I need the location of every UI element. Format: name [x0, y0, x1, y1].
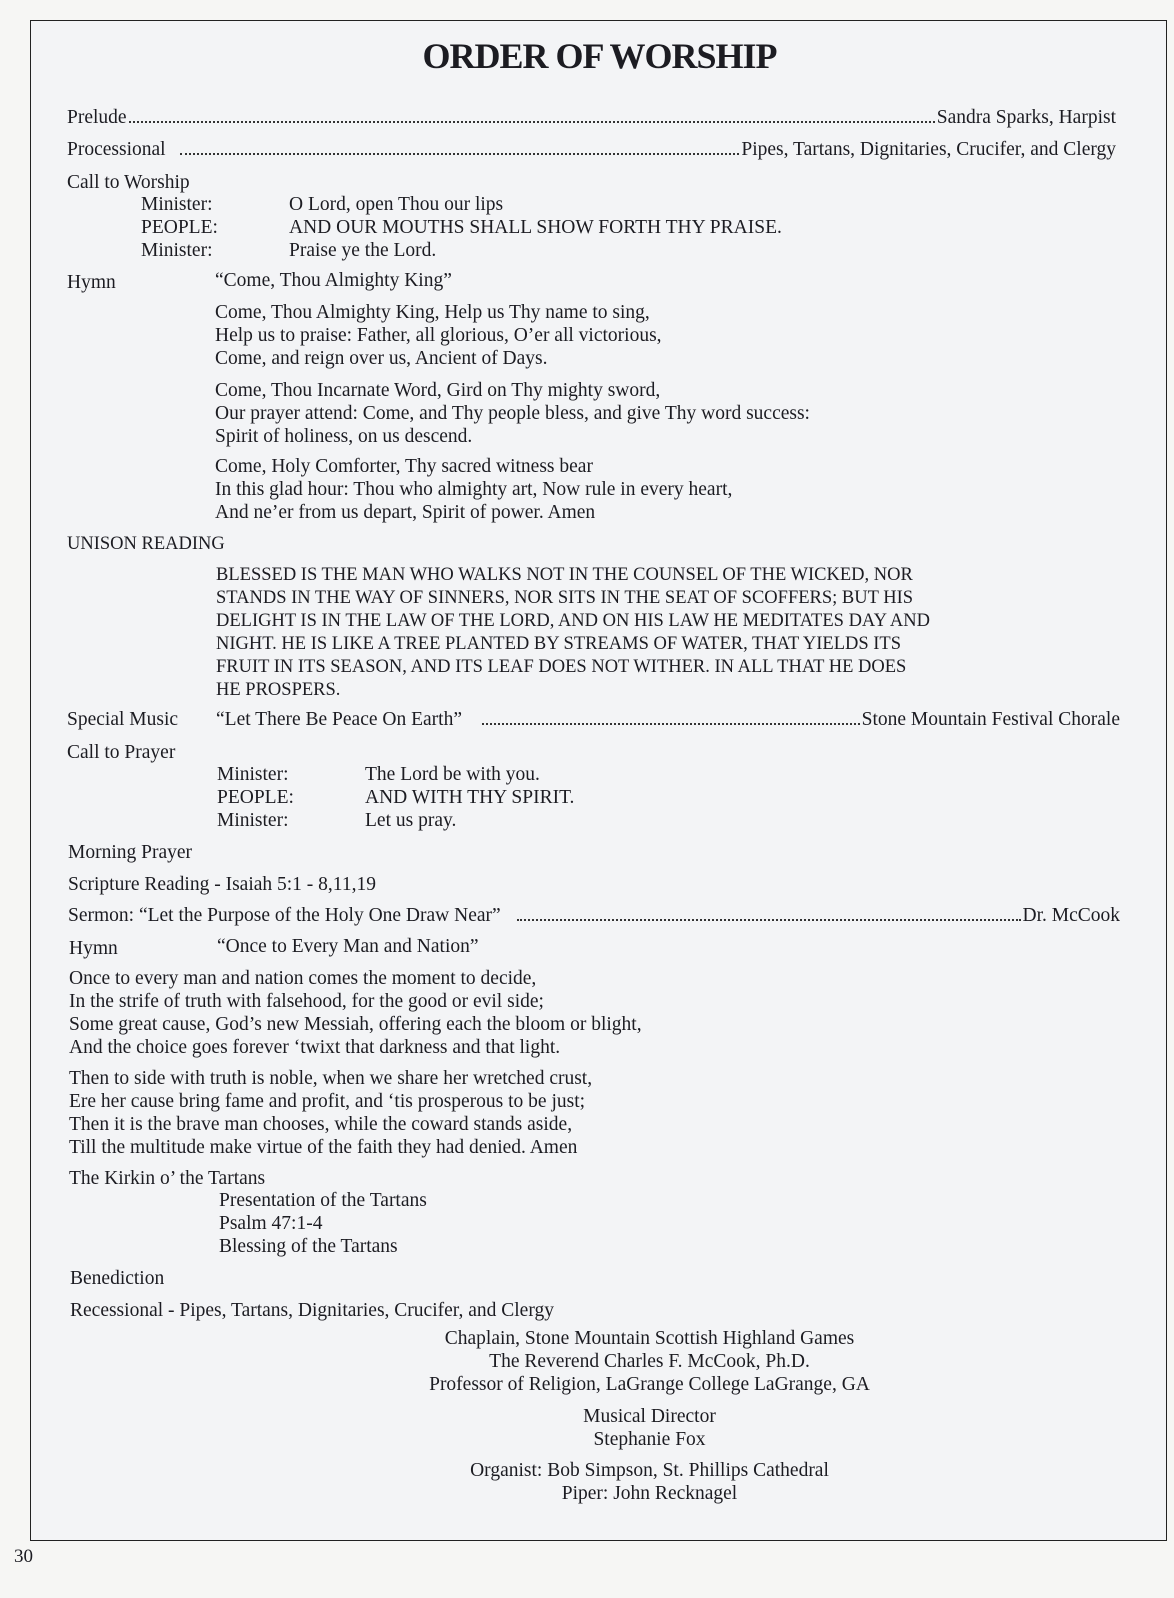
- credit-line: Stephanie Fox: [593, 1429, 706, 1450]
- verse-line: And the choice goes forever ‘twixt that darkness and that light.: [69, 1037, 561, 1058]
- kirkin-label: The Kirkin o’ the Tartans: [69, 1168, 266, 1189]
- verse-line: Then it is the brave man chooses, while the coward stands aside,: [69, 1114, 573, 1135]
- role: Minister:: [217, 810, 289, 831]
- reading-line: HE PROSPERS.: [216, 680, 341, 700]
- call-to-worship-lines: [289, 193, 782, 262]
- role: PEOPLE:: [217, 787, 294, 808]
- unison-reading-text: [216, 564, 930, 702]
- unison-reading-label: UNISON READING: [67, 534, 225, 554]
- response-line: Praise ye the Lord.: [289, 240, 437, 261]
- call-to-prayer-roles: [217, 763, 294, 832]
- sermon-preacher: Dr. McCook: [1022, 905, 1120, 926]
- leader-dots: [482, 722, 860, 725]
- verse-line: Our prayer attend: Come, and Thy people bless, and give Thy word success:: [215, 403, 810, 424]
- call-to-prayer-label: Call to Prayer: [67, 742, 176, 763]
- credit-line: Musical Director: [583, 1406, 716, 1427]
- special-music-label: Special Music: [67, 709, 179, 730]
- processional-participants: Pipes, Tartans, Dignitaries, Crucifer, and Clergy: [741, 139, 1116, 160]
- verse-line: Help us to praise: Father, all glorious, O’er all victorious,: [215, 325, 662, 346]
- call-to-worship-roles: [141, 193, 218, 262]
- morning-prayer: Morning Prayer: [68, 842, 193, 863]
- prelude-row: [67, 106, 1116, 129]
- leader-dots: [129, 120, 935, 123]
- hymn-verse: [69, 967, 642, 1059]
- response-line: The Lord be with you.: [365, 764, 540, 785]
- verse-line: And ne’er from us depart, Spirit of power. Amen: [215, 502, 596, 523]
- verse-line: Come, and reign over us, Ancient of Days.: [215, 348, 548, 369]
- kirkin-item: Blessing of the Tartans: [219, 1236, 398, 1257]
- page-title: ORDER OF WORSHIP: [422, 36, 777, 76]
- hymn-verse: [215, 379, 810, 448]
- verse-line: Spirit of holiness, on us descend.: [215, 426, 473, 447]
- hymn-label: Hymn: [67, 272, 116, 293]
- verse-line: Ere her cause bring fame and profit, and ‘tis prosperous to be just;: [69, 1091, 586, 1112]
- verse-line: Then to side with truth is noble, when we share her wretched crust,: [69, 1068, 593, 1089]
- special-music-title: “Let There Be Peace On Earth”: [216, 709, 462, 730]
- leader-dots: [180, 152, 740, 155]
- hymn-verse: [215, 455, 732, 524]
- credit-line: Professor of Religion, LaGrange College LaGrange, GA: [429, 1374, 870, 1395]
- verse-line: Come, Holy Comforter, Thy sacred witness bear: [215, 456, 593, 477]
- reading-line: DELIGHT IS IN THE LAW OF THE LORD, AND ON HIS LAW HE MEDITATES DAY AND: [216, 611, 930, 631]
- role: Minister:: [141, 240, 213, 261]
- page-number: 30: [14, 1546, 33, 1567]
- response-line: Let us pray.: [365, 810, 457, 831]
- reading-line: NIGHT. HE IS LIKE A TREE PLANTED BY STREAMS OF WATER, THAT YIELDS ITS: [216, 634, 902, 654]
- prelude-label: Prelude: [67, 107, 127, 128]
- hymn-title: “Once to Every Man and Nation”: [217, 936, 479, 957]
- leader-dots: [517, 918, 1021, 921]
- reading-line: BLESSED IS THE MAN WHO WALKS NOT IN THE COUNSEL OF THE WICKED, NOR: [216, 565, 913, 585]
- verse-line: In this glad hour: Thou who almighty art, Now rule in every heart,: [215, 479, 733, 500]
- verse-line: Till the multitude make virtue of the faith they had denied. Amen: [69, 1137, 578, 1158]
- program-frame: [30, 20, 1167, 1541]
- credit-line: Chaplain, Stone Mountain Scottish Highland Games: [444, 1328, 855, 1349]
- verse-line: Some great cause, God’s new Messiah, offering each the bloom or blight,: [69, 1014, 642, 1035]
- reading-line: FRUIT IN ITS SEASON, AND ITS LEAF DOES NOT WITHER. IN ALL THAT HE DOES: [216, 657, 907, 677]
- credit-line: Piper: John Recknagel: [561, 1483, 738, 1504]
- response-line: AND WITH THY SPIRIT.: [365, 787, 575, 808]
- credit-line: Organist: Bob Simpson, St. Phillips Cathedral: [470, 1460, 829, 1481]
- call-to-worship-label: Call to Worship: [67, 172, 190, 193]
- special-music-row: [67, 708, 1120, 731]
- verse-line: In the strife of truth with falsehood, for the good or evil side;: [69, 991, 544, 1012]
- music-director-credit: [81, 1405, 1174, 1451]
- musicians-credit: [81, 1459, 1174, 1505]
- scripture-reading: Scripture Reading - Isaiah 5:1 - 8,11,19: [68, 874, 376, 895]
- benediction: Benediction: [70, 1268, 165, 1289]
- reading-line: STANDS IN THE WAY OF SINNERS, NOR SITS IN THE SEAT OF SCOFFERS; BUT HIS: [216, 588, 914, 608]
- credit-line: The Reverend Charles F. McCook, Ph.D.: [489, 1351, 810, 1372]
- kirkin-item: Psalm 47:1-4: [219, 1213, 323, 1234]
- hymn-label: Hymn: [69, 938, 118, 959]
- processional-row: [67, 138, 1116, 161]
- verse-line: Come, Thou Incarnate Word, Gird on Thy mighty sword,: [215, 380, 661, 401]
- prelude-performer: Sandra Sparks, Harpist: [936, 107, 1116, 128]
- verse-line: Come, Thou Almighty King, Help us Thy name to sing,: [215, 302, 650, 323]
- call-to-prayer-lines: [365, 763, 574, 832]
- sermon-row: [68, 904, 1120, 927]
- hymn-title: “Come, Thou Almighty King”: [215, 270, 452, 291]
- special-music-performer: Stone Mountain Festival Chorale: [861, 709, 1120, 730]
- recessional: Recessional - Pipes, Tartans, Dignitaries, Crucifer, and Clergy: [70, 1300, 554, 1321]
- role: Minister:: [217, 764, 289, 785]
- kirkin-items: [219, 1189, 427, 1258]
- role: Minister:: [141, 194, 213, 215]
- role: PEOPLE:: [141, 217, 218, 238]
- sermon-title: Sermon: “Let the Purpose of the Holy One Draw Near”: [68, 905, 501, 926]
- chaplain-credit: [81, 1327, 1174, 1396]
- hymn-verse: [69, 1067, 592, 1159]
- response-line: O Lord, open Thou our lips: [289, 194, 504, 215]
- kirkin-item: Presentation of the Tartans: [219, 1190, 427, 1211]
- response-line: AND OUR MOUTHS SHALL SHOW FORTH THY PRAISE.: [289, 217, 782, 238]
- processional-label: Processional: [67, 139, 166, 160]
- hymn-verse: [215, 301, 662, 370]
- verse-line: Once to every man and nation comes the moment to decide,: [69, 968, 537, 989]
